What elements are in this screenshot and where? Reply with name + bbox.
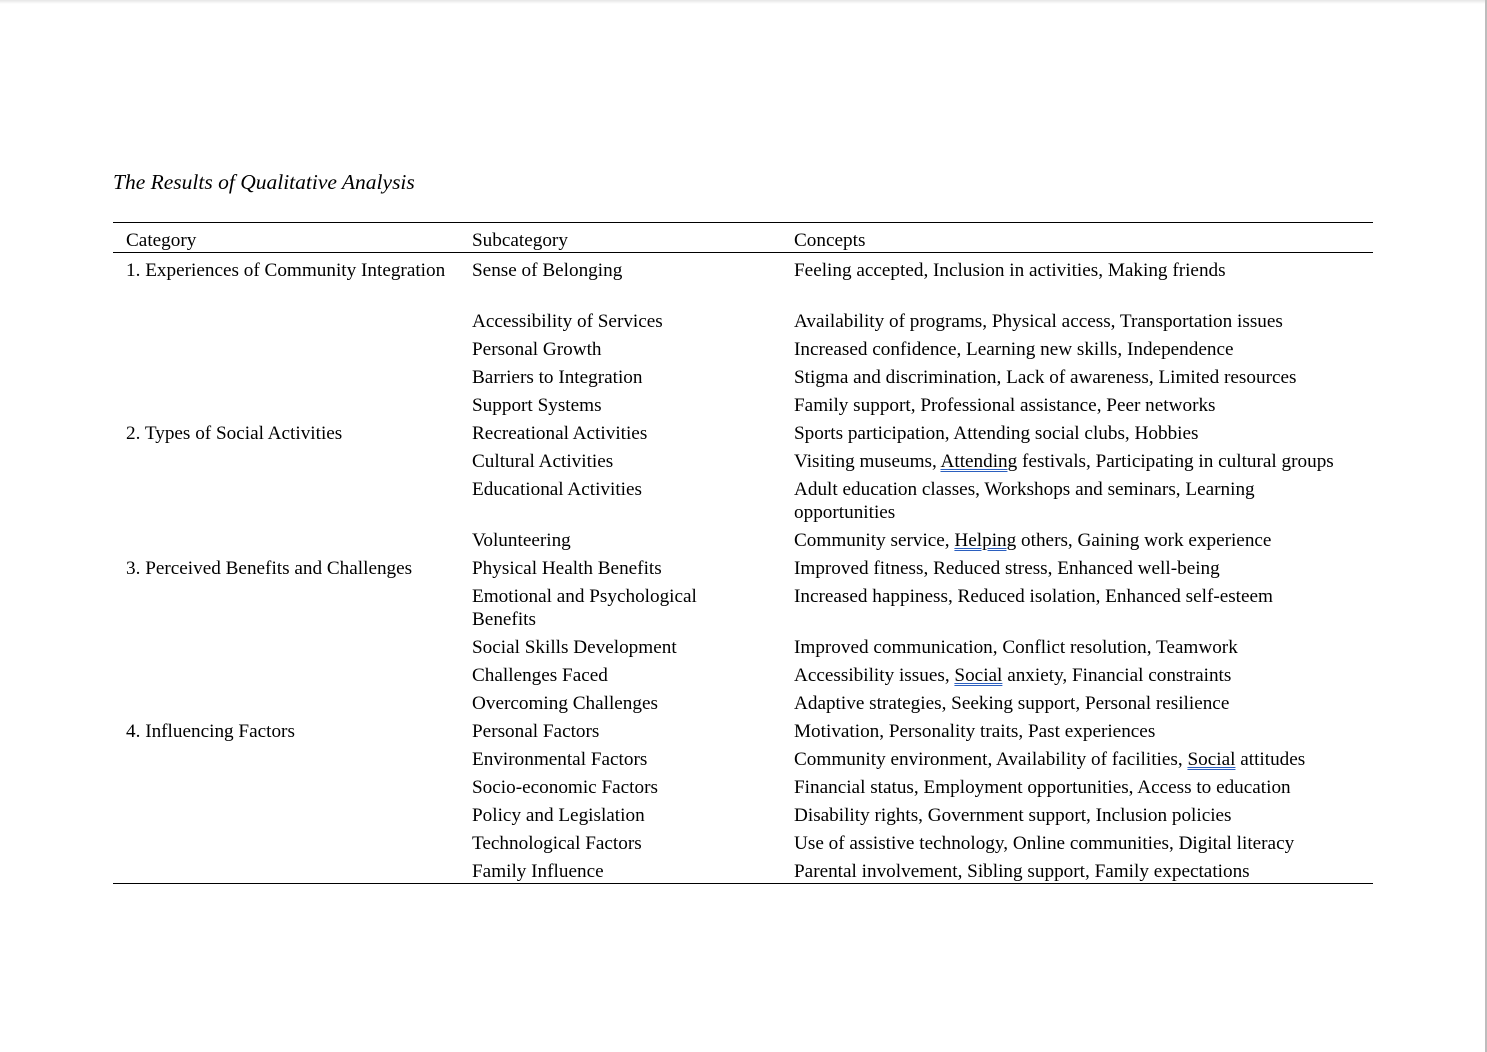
subcategory-cell: Barriers to Integration (472, 367, 643, 388)
table-row (113, 659, 1373, 687)
table-row (113, 715, 1373, 743)
concepts-cell: Adult education classes, Workshops and seminars, Learning opportunities (794, 479, 1255, 523)
category-cell (113, 389, 459, 417)
subcategory-cell: Sense of Belonging (472, 260, 623, 281)
subcategory-cell: Technological Factors (472, 833, 642, 854)
concepts-text: anxiety, Financial constraints (1002, 665, 1232, 686)
page-top-shadow (0, 0, 1485, 4)
grammar-flag-word[interactable]: Attending (940, 451, 1018, 472)
subcategory-cell: Physical Health Benefits (472, 558, 662, 579)
concepts-cell (781, 743, 1373, 771)
concepts-text: Community service, (794, 530, 955, 551)
subcategory-cell: Family Influence (472, 861, 604, 882)
subcategory-cell: Personal Factors (472, 721, 600, 742)
table-row (113, 771, 1373, 799)
table-row (113, 799, 1373, 827)
table-row (113, 524, 1373, 552)
subcategory-cell: Overcoming Challenges (472, 693, 658, 714)
concepts-text: Accessibility issues, (794, 665, 955, 686)
category-cell (113, 445, 459, 473)
table-row (113, 389, 1373, 417)
category-cell (113, 305, 459, 333)
subcategory-cell: Support Systems (472, 395, 602, 416)
concepts-cell: Availability of programs, Physical access, Transportation issues (794, 311, 1283, 332)
table-row (113, 253, 1373, 306)
concepts-cell: Use of assistive technology, Online communities, Digital literacy (794, 833, 1295, 854)
concepts-text: Community environment, Availability of facilities, (794, 749, 1188, 770)
subcategory-cell: Volunteering (472, 530, 571, 551)
concepts-text: attitudes (1235, 749, 1306, 770)
table-row (113, 580, 1373, 631)
table-row (113, 305, 1373, 333)
concepts-cell: Feeling accepted, Inclusion in activities, Making friends (794, 260, 1226, 281)
category-cell (113, 687, 459, 715)
results-table (113, 222, 1373, 884)
category-cell (113, 659, 459, 687)
category-cell (113, 799, 459, 827)
concepts-text: Visiting museums, (794, 451, 941, 472)
concepts-cell: Motivation, Personality traits, Past experiences (794, 721, 1156, 742)
category-cell: 1. Experiences of Community Integration (126, 260, 446, 281)
subcategory-cell: Educational Activities (472, 479, 642, 500)
concepts-cell: Increased confidence, Learning new skills, Independence (794, 339, 1234, 360)
concepts-cell: Disability rights, Government support, Inclusion policies (794, 805, 1232, 826)
subcategory-cell: Emotional and Psychological Benefits (472, 586, 697, 630)
subcategory-cell: Socio-economic Factors (472, 777, 658, 798)
subcategory-cell: Recreational Activities (472, 423, 648, 444)
subcategory-cell: Cultural Activities (472, 451, 614, 472)
concepts-text: others, Gaining work experience (1016, 530, 1272, 551)
concepts-cell: Improved fitness, Reduced stress, Enhanced well-being (794, 558, 1220, 579)
concepts-cell: Increased happiness, Reduced isolation, Enhanced self-esteem (794, 586, 1273, 607)
category-cell (113, 771, 459, 799)
table-row (113, 743, 1373, 771)
concepts-text: festivals, Participating in cultural groups (1017, 451, 1334, 472)
grammar-flag-word[interactable]: Helping (954, 530, 1017, 551)
concepts-cell (781, 445, 1373, 473)
concepts-cell: Financial status, Employment opportunities, Access to education (794, 777, 1291, 798)
subcategory-cell: Accessibility of Services (472, 311, 663, 332)
category-cell: 2. Types of Social Activities (126, 423, 343, 444)
category-cell (113, 361, 459, 389)
table-row (113, 687, 1373, 715)
table-row (113, 631, 1373, 659)
subcategory-cell: Challenges Faced (472, 665, 608, 686)
table-caption: The Results of Qualitative Analysis (113, 170, 415, 194)
subcategory-cell: Social Skills Development (472, 637, 677, 658)
category-cell (113, 580, 459, 631)
category-cell (113, 524, 459, 552)
category-cell: 4. Influencing Factors (126, 721, 295, 742)
grammar-flag-word[interactable]: Social (1187, 749, 1236, 770)
concepts-cell: Stigma and discrimination, Lack of awareness, Limited resources (794, 367, 1297, 388)
concepts-cell (781, 659, 1373, 687)
grammar-flag-word[interactable]: Social (954, 665, 1003, 686)
table-row (113, 855, 1373, 884)
table-row (113, 473, 1373, 524)
concepts-cell: Adaptive strategies, Seeking support, Personal resilience (794, 693, 1230, 714)
header-category: Category (126, 230, 197, 251)
header-subcategory: Subcategory (472, 230, 568, 251)
concepts-cell: Improved communication, Conflict resolution, Teamwork (794, 637, 1238, 658)
table-header-row (113, 223, 1373, 253)
concepts-cell: Parental involvement, Sibling support, Family expectations (794, 861, 1250, 882)
concepts-cell: Family support, Professional assistance, Peer networks (794, 395, 1216, 416)
table-row (113, 445, 1373, 473)
subcategory-cell: Personal Growth (472, 339, 602, 360)
subcategory-cell: Environmental Factors (472, 749, 648, 770)
category-cell (113, 631, 459, 659)
concepts-cell (781, 524, 1373, 552)
header-concepts: Concepts (794, 230, 866, 251)
table-row (113, 333, 1373, 361)
concepts-cell: Sports participation, Attending social clubs, Hobbies (794, 423, 1199, 444)
category-cell (113, 743, 459, 771)
category-cell (113, 855, 459, 884)
category-cell (113, 473, 459, 524)
category-cell (113, 827, 459, 855)
table-row (113, 552, 1373, 580)
category-cell: 3. Perceived Benefits and Challenges (126, 558, 413, 579)
category-cell (113, 333, 459, 361)
table-row (113, 361, 1373, 389)
table-row (113, 827, 1373, 855)
table-row (113, 417, 1373, 445)
subcategory-cell: Policy and Legislation (472, 805, 645, 826)
